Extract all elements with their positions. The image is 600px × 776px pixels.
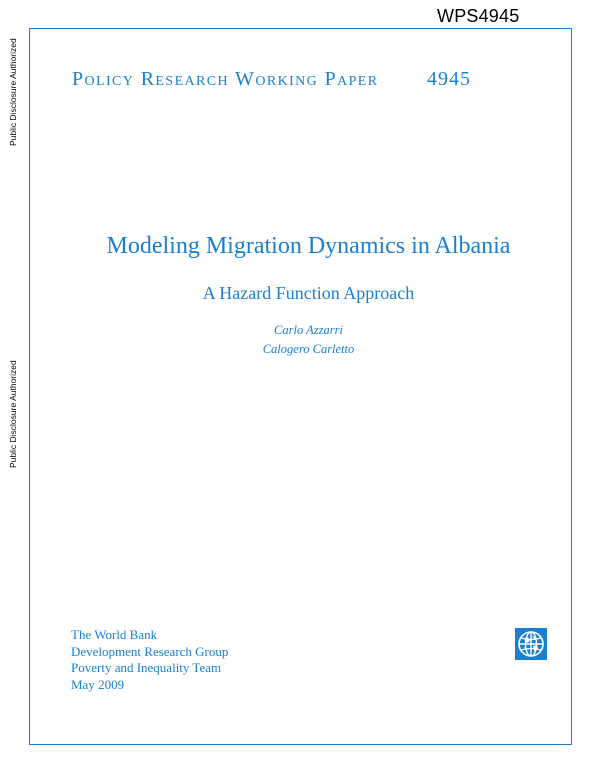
paper-title: Modeling Migration Dynamics in Albania [106,233,511,259]
world-bank-globe-icon [515,628,547,660]
publication-date: May 2009 [71,676,125,692]
organization-team: Poverty and Inequality Team [71,660,222,675]
organization-name: The World Bank [71,627,158,642]
author-name: Carlo Azzarri [274,323,343,337]
document-id: WPS4945 [437,6,520,26]
organization-group: Development Research Group [71,643,229,659]
disclosure-label-top: Public Disclosure Authorized [8,38,18,146]
paper-subtitle: A Hazard Function Approach [202,283,415,303]
disclosure-label-bottom: Public Disclosure Authorized [8,360,18,468]
organization-block [71,627,228,693]
author-list [0,321,600,359]
author-name: Calogero Carletto [262,342,355,356]
series-number: 4945 [427,68,471,90]
series-name: Policy Research Working Paper [72,68,379,90]
